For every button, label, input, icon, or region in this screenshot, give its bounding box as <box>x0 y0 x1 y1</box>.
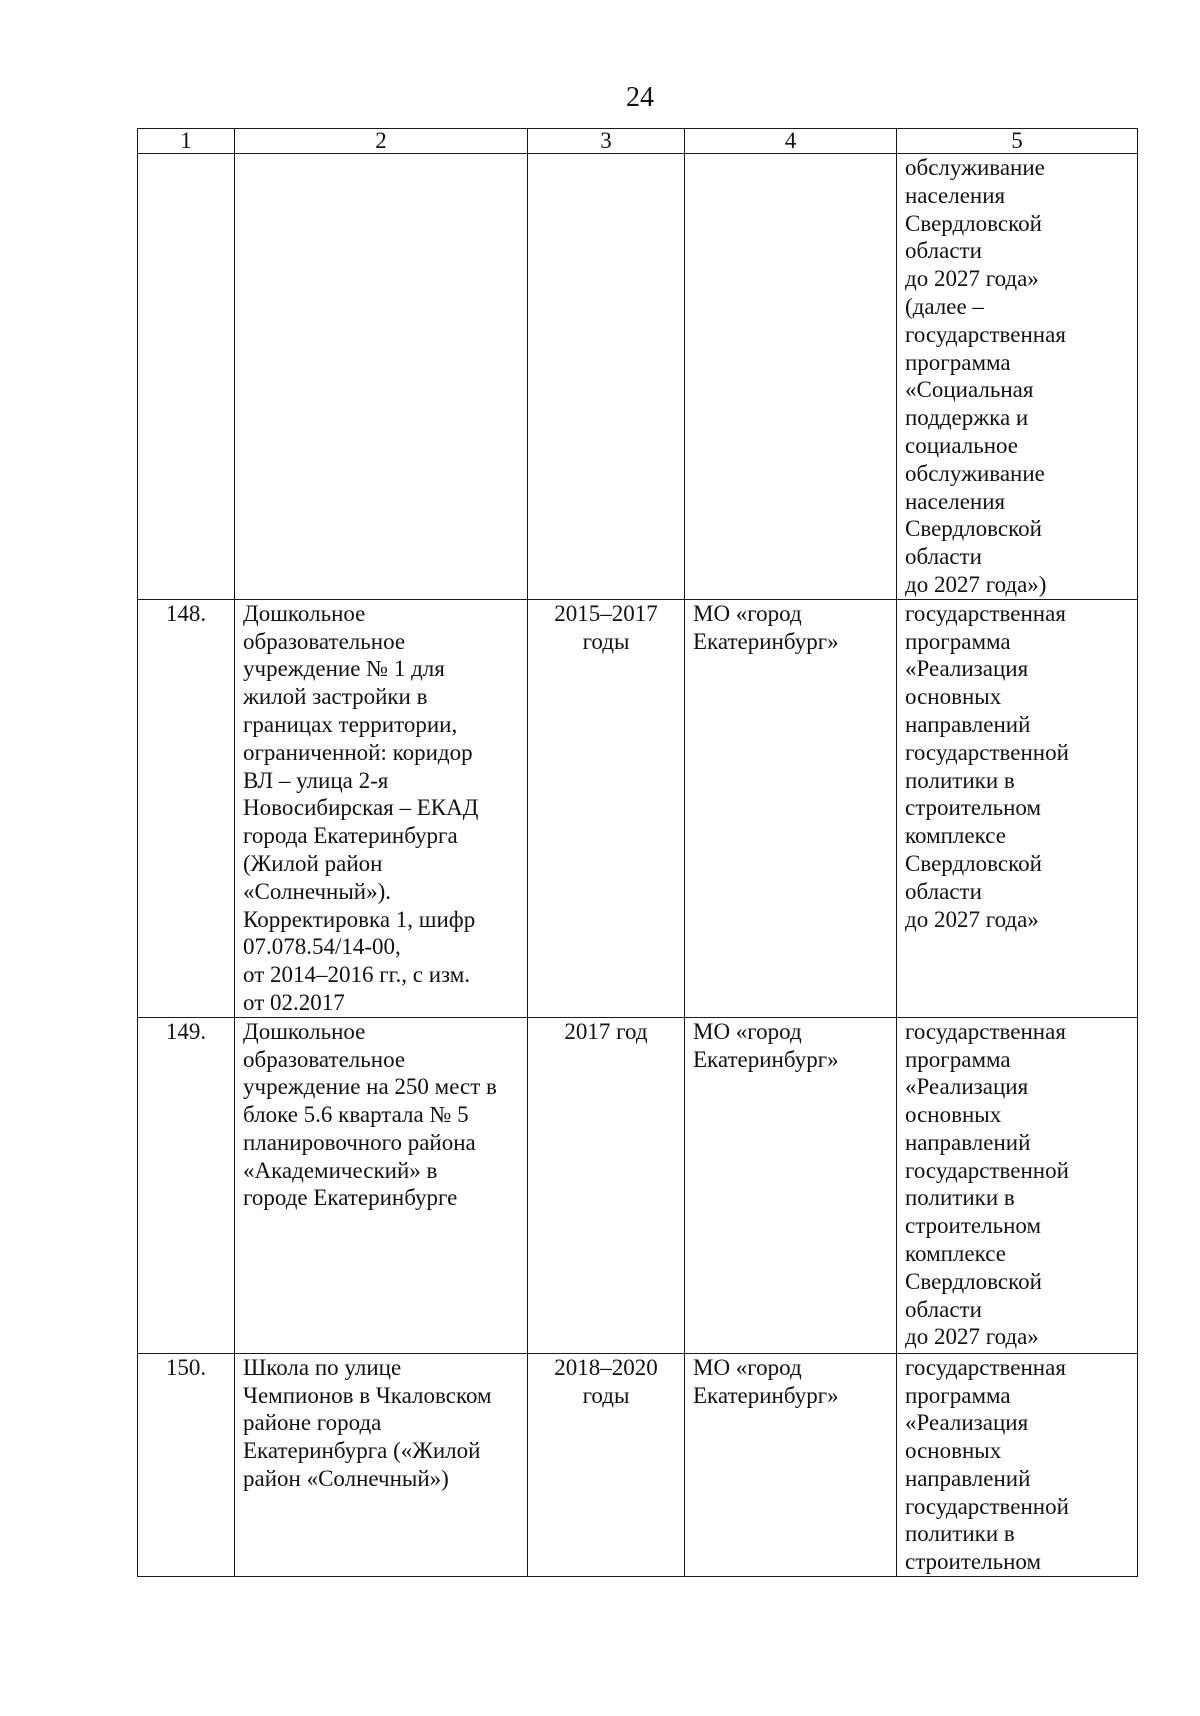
text-line: программа <box>905 1382 1011 1408</box>
text-line: комплексе <box>905 1241 1006 1267</box>
text-line: городе Екатеринбурге <box>243 1185 458 1211</box>
text-line: «Реализация <box>905 1410 1029 1436</box>
cell-municipality <box>685 154 897 600</box>
text-line: города Екатеринбурга <box>243 823 458 849</box>
text-line: до 2027 года» <box>905 1324 1039 1350</box>
text-line: населения <box>905 488 1006 514</box>
text-line: Свердловской <box>905 1268 1042 1294</box>
text-line: 2017 год <box>564 1018 648 1044</box>
text-line: государственной <box>905 739 1069 765</box>
text-line: строительном <box>905 1213 1042 1239</box>
text-line: основных <box>905 684 1002 710</box>
column-number: 1 <box>138 129 235 154</box>
text-line: Дошкольное <box>243 600 366 626</box>
text-line: Школа по улице <box>243 1354 402 1380</box>
text-line: образовательное <box>243 1046 406 1072</box>
text-line: Новосибирская – ЕКАД <box>243 795 479 821</box>
text-line: строительном <box>905 1549 1042 1575</box>
text-line: 07.078.54/14-00, <box>243 934 401 960</box>
text-line: Екатеринбурга («Жилой <box>243 1438 481 1464</box>
text-line: до 2027 года» <box>905 906 1039 932</box>
table-row-continuation <box>138 154 1138 600</box>
cell-municipality <box>685 1353 897 1576</box>
text-line: ВЛ – улица 2-я <box>243 767 389 793</box>
cell-years <box>528 154 685 600</box>
text-line: области <box>905 544 982 570</box>
text-line: государственной <box>905 1157 1069 1183</box>
text-line: (Жилой район <box>243 850 383 876</box>
text-line: поддержка и <box>905 405 1029 431</box>
cell-program <box>897 599 1138 1017</box>
text-line: Свердловской <box>905 210 1042 236</box>
text-line: основных <box>905 1438 1002 1464</box>
text-line: от 02.2017 <box>243 989 345 1015</box>
text-line: социальное <box>905 432 1019 458</box>
text-line: населения <box>905 182 1006 208</box>
cell-program <box>897 1353 1138 1576</box>
text-line: район «Солнечный») <box>243 1465 449 1491</box>
text-line: Свердловской <box>905 850 1042 876</box>
column-number: 5 <box>897 129 1138 154</box>
page-number: 24 <box>626 82 654 113</box>
text-line: обслуживание <box>905 155 1045 180</box>
text-line: МО «город <box>693 1018 802 1044</box>
text-line: «Академический» в <box>243 1157 438 1183</box>
cell-years <box>528 599 685 1017</box>
text-line: «Реализация <box>905 656 1029 682</box>
cell-number: 148. <box>138 599 235 1017</box>
text-line: Екатеринбург» <box>693 1382 839 1408</box>
text-line: строительном <box>905 795 1042 821</box>
text-line: планировочного района <box>243 1129 476 1155</box>
text-line: государственная <box>905 1354 1066 1380</box>
text-line: границах территории, <box>243 711 458 737</box>
table-row <box>138 599 1138 1017</box>
text-line: МО «город <box>693 600 802 626</box>
cell-years <box>528 1353 685 1576</box>
text-line: области <box>905 1296 982 1322</box>
text-line: основных <box>905 1102 1002 1128</box>
text-line: ограниченной: коридор <box>243 739 473 765</box>
text-line: Корректировка 1, шифр <box>243 906 476 932</box>
text-line: направлений <box>905 1465 1031 1491</box>
text-line: области <box>905 238 982 264</box>
text-line: Дошкольное <box>243 1018 366 1044</box>
cell-program <box>897 1017 1138 1353</box>
column-number: 4 <box>685 129 897 154</box>
text-line: государственная <box>905 321 1066 347</box>
text-line: Екатеринбург» <box>693 1046 839 1072</box>
text-line: годы <box>582 628 630 654</box>
text-line: МО «город <box>693 1354 802 1380</box>
text-line: учреждение на 250 мест в <box>243 1074 497 1100</box>
cell-number: 150. <box>138 1353 235 1576</box>
text-line: районе города <box>243 1410 382 1436</box>
cell-years <box>528 1017 685 1353</box>
table-row <box>138 1353 1138 1576</box>
text-line: политики в <box>905 1185 1015 1211</box>
text-line: программа <box>905 349 1011 375</box>
text-line: «Солнечный»). <box>243 878 392 904</box>
text-line: Екатеринбург» <box>693 628 839 654</box>
table-row <box>138 1017 1138 1353</box>
cell-municipality <box>685 1017 897 1353</box>
text-line: 2015–2017 <box>554 600 658 626</box>
text-line: Чемпионов в Чкаловском <box>243 1382 492 1408</box>
text-line: направлений <box>905 711 1031 737</box>
text-line: до 2027 года») <box>905 571 1047 597</box>
cell-object-name <box>235 154 528 600</box>
text-line: от 2014–2016 гг., с изм. <box>243 962 471 988</box>
cell-municipality <box>685 599 897 1017</box>
text-line: направлений <box>905 1129 1031 1155</box>
text-line: политики в <box>905 767 1015 793</box>
column-number: 3 <box>528 129 685 154</box>
objects-table <box>137 128 1138 1577</box>
text-line: «Реализация <box>905 1074 1029 1100</box>
cell-program <box>897 154 1138 600</box>
text-line: образовательное <box>243 628 406 654</box>
column-number: 2 <box>235 129 528 154</box>
text-line: годы <box>582 1382 630 1408</box>
text-line: государственной <box>905 1493 1069 1519</box>
text-line: обслуживание <box>905 460 1045 486</box>
text-line: (далее – <box>905 293 984 319</box>
text-line: учреждение № 1 для <box>243 656 445 682</box>
cell-number: 149. <box>138 1017 235 1353</box>
text-line: жилой застройки в <box>243 684 428 710</box>
cell-number <box>138 154 235 600</box>
text-line: политики в <box>905 1521 1015 1547</box>
text-line: программа <box>905 1046 1011 1072</box>
text-line: программа <box>905 628 1011 654</box>
text-line: «Социальная <box>905 377 1034 403</box>
cell-object-name <box>235 1017 528 1353</box>
column-number-row <box>138 129 1138 154</box>
text-line: до 2027 года» <box>905 266 1039 292</box>
text-line: государственная <box>905 1018 1066 1044</box>
cell-object-name <box>235 599 528 1017</box>
text-line: области <box>905 878 982 904</box>
text-line: блоке 5.6 квартала № 5 <box>243 1102 469 1128</box>
text-line: Свердловской <box>905 516 1042 542</box>
text-line: 2018–2020 <box>554 1354 658 1380</box>
cell-object-name <box>235 1353 528 1576</box>
text-line: комплексе <box>905 823 1006 849</box>
text-line: государственная <box>905 600 1066 626</box>
